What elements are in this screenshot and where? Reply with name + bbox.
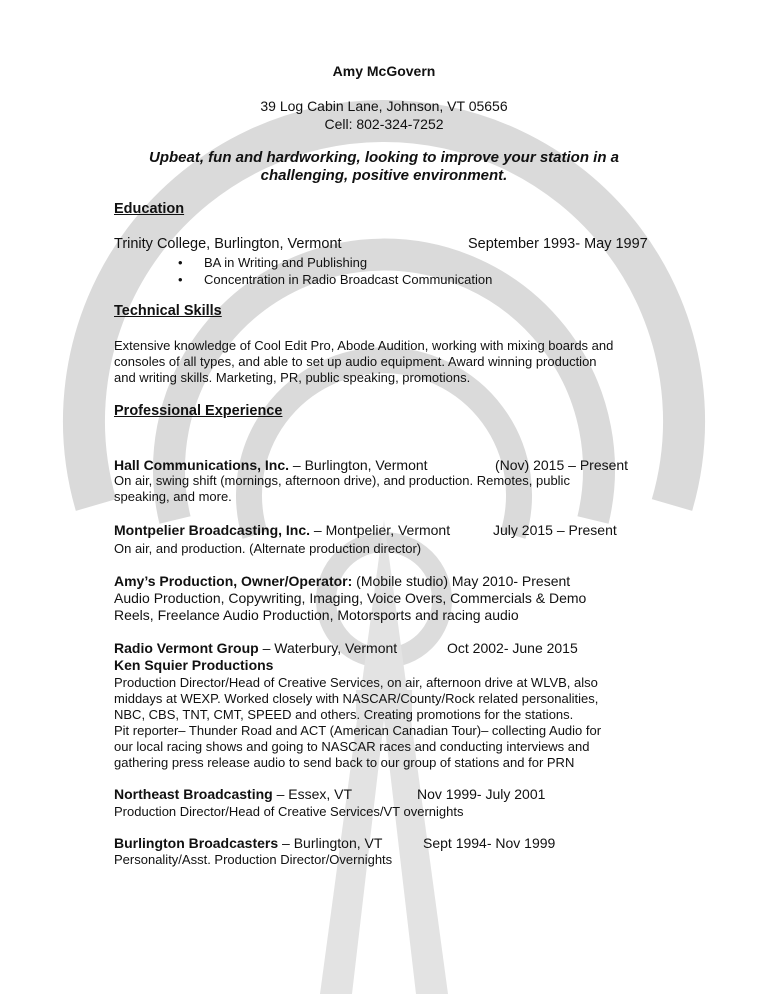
job-description-line: Personality/Asst. Production Director/Overnights xyxy=(114,852,393,867)
job-description-line: Production Director/Head of Creative Services, on air, afternoon drive at WLVB, also xyxy=(114,675,598,690)
job-title-line xyxy=(114,573,570,589)
company-name: Montpelier Broadcasting, Inc. xyxy=(114,522,311,538)
job-dates: Sept 1994- Nov 1999 xyxy=(423,835,556,851)
job-description-line: On air, swing shift (mornings, afternoon drive), and production. Remotes, public xyxy=(114,473,570,488)
job-description-line: Production Director/Head of Creative Services/VT overnights xyxy=(114,804,464,819)
company-name: Amy’s Production, Owner/Operator: xyxy=(114,573,353,589)
education-school: Trinity College, Burlington, Vermont xyxy=(114,236,342,252)
objective-line-2: challenging, positive environment. xyxy=(260,167,508,184)
company-location: – Essex, VT xyxy=(272,786,353,802)
job-description-line: Reels, Freelance Audio Production, Motorsports and racing audio xyxy=(114,607,519,623)
technical-skills-heading: Technical Skills xyxy=(114,303,222,319)
company-name: Radio Vermont Group xyxy=(114,640,259,656)
address: 39 Log Cabin Lane, Johnson, VT 05656 xyxy=(260,98,508,114)
objective-line-1: Upbeat, fun and hardworking, looking to improve your station in a xyxy=(148,149,620,166)
list-item: • BA in Writing and Publishing xyxy=(178,255,368,270)
candidate-name: Amy McGovern xyxy=(332,63,436,79)
company-name: Northeast Broadcasting xyxy=(114,786,273,802)
job-title-line xyxy=(114,522,450,538)
education-heading: Education xyxy=(114,201,185,217)
second-company-name: Ken Squier Productions xyxy=(114,657,274,673)
job-dates: Oct 2002- June 2015 xyxy=(447,640,578,656)
education-dates: September 1993- May 1997 xyxy=(468,236,648,252)
company-name: Hall Communications, Inc. xyxy=(114,457,290,473)
job-dates: (Nov) 2015 – Present xyxy=(495,457,629,473)
list-item: • Concentration in Radio Broadcast Communication xyxy=(178,272,493,287)
job-title-line xyxy=(114,457,428,473)
skills-line: Extensive knowledge of Cool Edit Pro, Abode Audition, working with mixing boards and xyxy=(114,338,614,353)
company-location: – Burlington, Vermont xyxy=(289,457,428,473)
job-title-line xyxy=(114,835,382,851)
company-location: (Mobile studio) May 2010- Present xyxy=(352,573,571,589)
company-location: – Montpelier, Vermont xyxy=(310,522,451,538)
job-dates: Nov 1999- July 2001 xyxy=(417,786,546,802)
bullet-icon: • xyxy=(178,272,183,287)
bullet-icon: • xyxy=(178,255,183,270)
job-description-line: Pit reporter– Thunder Road and ACT (American Canadian Tour)– collecting Audio for xyxy=(114,723,602,738)
job-description-line: gathering press release audio to send back to our group of stations and for PRN xyxy=(114,755,575,770)
job-description-line: Audio Production, Copywriting, Imaging, Voice Overs, Commercials & Demo xyxy=(114,590,587,606)
job-description-line: speaking, and more. xyxy=(114,489,232,504)
job-description-line: NBC, CBS, TNT, CMT, SPEED and others. Creating promotions for the stations. xyxy=(114,707,574,722)
phone: Cell: 802-324-7252 xyxy=(324,116,444,132)
experience-heading: Professional Experience xyxy=(114,403,283,419)
job-title-line xyxy=(114,786,352,802)
company-name: Burlington Broadcasters xyxy=(114,835,279,851)
education-bullet-list xyxy=(178,254,492,288)
skills-line: consoles of all types, and able to set up audio equipment. Award winning production xyxy=(114,354,597,369)
job-description-line: middays at WEXP. Worked closely with NASCAR/County/Rock related personalities, xyxy=(114,691,599,706)
job-description-line: our local racing shows and going to NASCAR races and conducting interviews and xyxy=(114,739,590,754)
job-dates: July 2015 – Present xyxy=(493,522,617,538)
job-title-line xyxy=(114,640,397,656)
skills-line: and writing skills. Marketing, PR, public speaking, promotions. xyxy=(114,370,471,385)
company-location: – Burlington, VT xyxy=(278,835,383,851)
company-location: – Waterbury, Vermont xyxy=(258,640,398,656)
job-description-line: On air, and production. (Alternate production director) xyxy=(114,541,422,556)
